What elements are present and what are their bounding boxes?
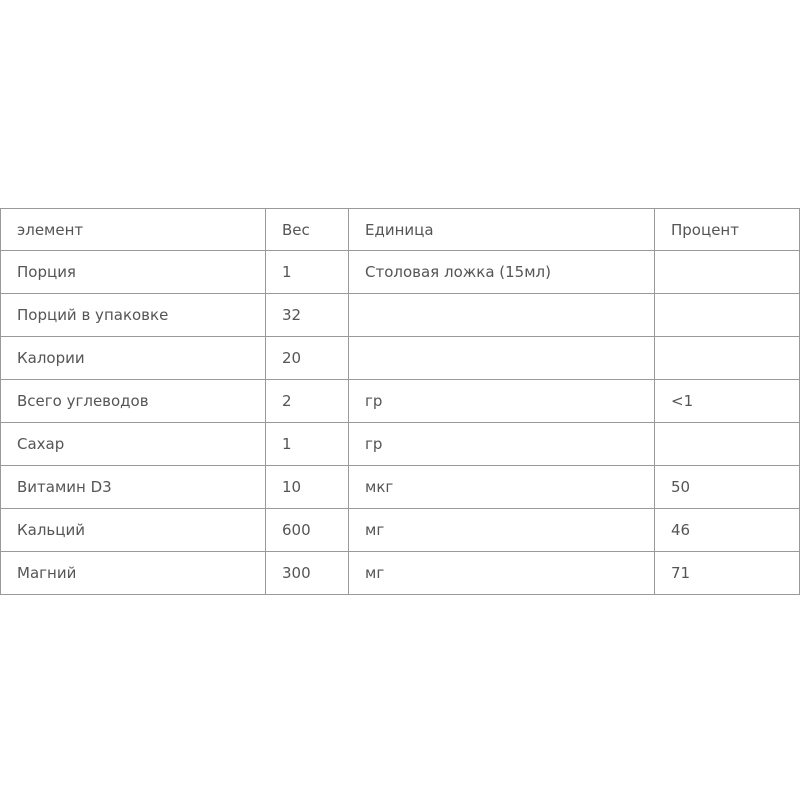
cell-element: Сахар <box>1 423 266 466</box>
cell-weight: 20 <box>266 337 349 380</box>
cell-weight: 1 <box>266 251 349 294</box>
cell-unit: мкг <box>349 466 655 509</box>
cell-element: Магний <box>1 552 266 595</box>
table-row <box>1 466 800 509</box>
cell-unit: Столовая ложка (15мл) <box>349 251 655 294</box>
cell-unit: гр <box>349 423 655 466</box>
cell-unit: мг <box>349 509 655 552</box>
table-row <box>1 423 800 466</box>
cell-element: Порций в упаковке <box>1 294 266 337</box>
table-header-row <box>1 209 800 251</box>
cell-element: Всего углеводов <box>1 380 266 423</box>
table-row <box>1 509 800 552</box>
cell-unit: мг <box>349 552 655 595</box>
cell-element: Кальций <box>1 509 266 552</box>
cell-unit <box>349 294 655 337</box>
header-element: элемент <box>1 209 266 251</box>
cell-percent <box>655 337 800 380</box>
cell-element: Витамин D3 <box>1 466 266 509</box>
header-weight: Вес <box>266 209 349 251</box>
cell-unit <box>349 337 655 380</box>
cell-weight: 10 <box>266 466 349 509</box>
cell-element: Калории <box>1 337 266 380</box>
header-unit: Единица <box>349 209 655 251</box>
cell-percent: <1 <box>655 380 800 423</box>
cell-weight: 300 <box>266 552 349 595</box>
cell-percent <box>655 251 800 294</box>
cell-percent <box>655 423 800 466</box>
cell-weight: 2 <box>266 380 349 423</box>
table-row <box>1 552 800 595</box>
table-row <box>1 337 800 380</box>
cell-percent: 50 <box>655 466 800 509</box>
table-row <box>1 251 800 294</box>
cell-unit: гр <box>349 380 655 423</box>
cell-percent <box>655 294 800 337</box>
table-row <box>1 294 800 337</box>
cell-percent: 46 <box>655 509 800 552</box>
cell-weight: 32 <box>266 294 349 337</box>
table-row <box>1 380 800 423</box>
cell-weight: 600 <box>266 509 349 552</box>
header-percent: Процент <box>655 209 800 251</box>
cell-percent: 71 <box>655 552 800 595</box>
cell-weight: 1 <box>266 423 349 466</box>
nutrition-table <box>0 208 800 595</box>
cell-element: Порция <box>1 251 266 294</box>
